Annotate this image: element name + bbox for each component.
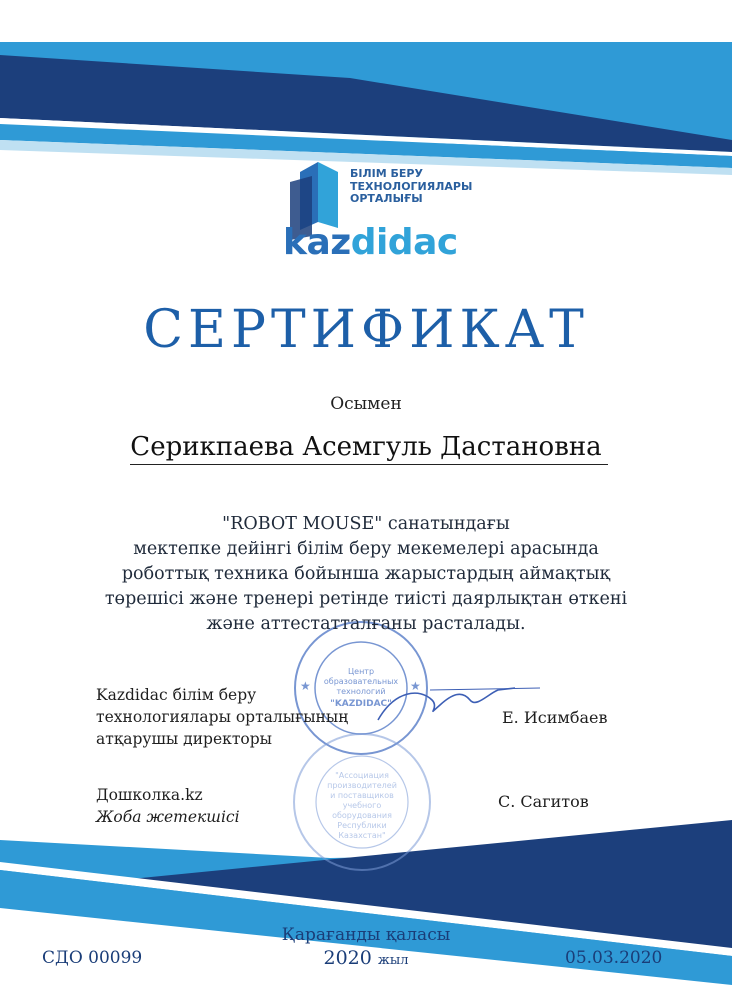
- signature-role-1: [96, 684, 348, 750]
- role2-line2: Жоба жетекшісі: [96, 808, 240, 826]
- role2-line1: Дошколка.kz: [96, 786, 203, 804]
- stamp2-line2: производителей: [327, 781, 397, 790]
- stamp2-line1: "Ассоциация: [335, 771, 389, 780]
- stamp1-line1: Центр: [347, 667, 375, 676]
- stamp2-line3: и поставщиков: [330, 791, 394, 800]
- city-name: Қарағанды қаласы: [281, 925, 451, 945]
- body-line-5: және аттестатталғаны расталады.: [206, 614, 526, 634]
- recipient-underline: [130, 464, 608, 465]
- body-line-2: мектепке дейінгі білім беру мекемелері арасында: [133, 539, 599, 559]
- logo-word-didac: didac: [350, 222, 458, 263]
- recipient-name: Серикпаева Асемгуль Дастановна: [130, 432, 602, 462]
- role1-line3: атқарушы директоры: [96, 730, 272, 748]
- certificate-title: СЕРТИФИКАТ: [143, 300, 589, 360]
- issue-date: 05.03.2020: [565, 948, 663, 968]
- svg-text:★: ★: [300, 679, 311, 693]
- logo-line3: ОРТАЛЫҒЫ: [350, 192, 423, 205]
- stamp1-line2: образовательных: [323, 677, 399, 686]
- certificate-intro: Осымен: [330, 394, 402, 414]
- stamp2-line6: Республики: [337, 821, 387, 830]
- stamp1-line3: технологий: [336, 687, 386, 696]
- stamp1-line4: "KAZDIDAC": [330, 699, 392, 709]
- role1-line2: технологиялары орталығының: [96, 708, 349, 726]
- signature-role-2: [96, 784, 240, 828]
- role1-line1: Kazdidac білім беру: [96, 686, 257, 704]
- logo-line2: ТЕХНОЛОГИЯЛАРЫ: [350, 179, 473, 193]
- logo-mark-mid: [318, 162, 338, 228]
- stamp2-line4: учебного: [342, 801, 382, 810]
- logo-word-kaz: kaz: [283, 222, 351, 263]
- year-suffix: жыл: [377, 953, 409, 968]
- body-line-4: төрешісі және тренері ретінде тиісті даярлықтан өткені: [104, 589, 628, 609]
- svg-text:★: ★: [410, 679, 421, 693]
- logo-org-text: [350, 168, 472, 206]
- stamp2-line5: оборудования: [332, 811, 392, 820]
- signature-name-2: С. Сагитов: [498, 792, 589, 811]
- certificate-body: [80, 512, 652, 637]
- body-line-1: "ROBOT MOUSE" санатындағы: [222, 514, 510, 534]
- logo-wordmark: [283, 222, 458, 263]
- signature-name-1: Е. Исимбаев: [502, 708, 608, 727]
- year: 2020: [323, 947, 372, 969]
- stamp2-line7: Казахстан": [338, 831, 386, 840]
- logo-line1: БІЛІМ БЕРУ: [350, 167, 423, 180]
- body-line-3: роботтық техника бойынша жарыстардың аймақтық: [121, 564, 611, 584]
- serial-number: СДО 00099: [42, 948, 143, 968]
